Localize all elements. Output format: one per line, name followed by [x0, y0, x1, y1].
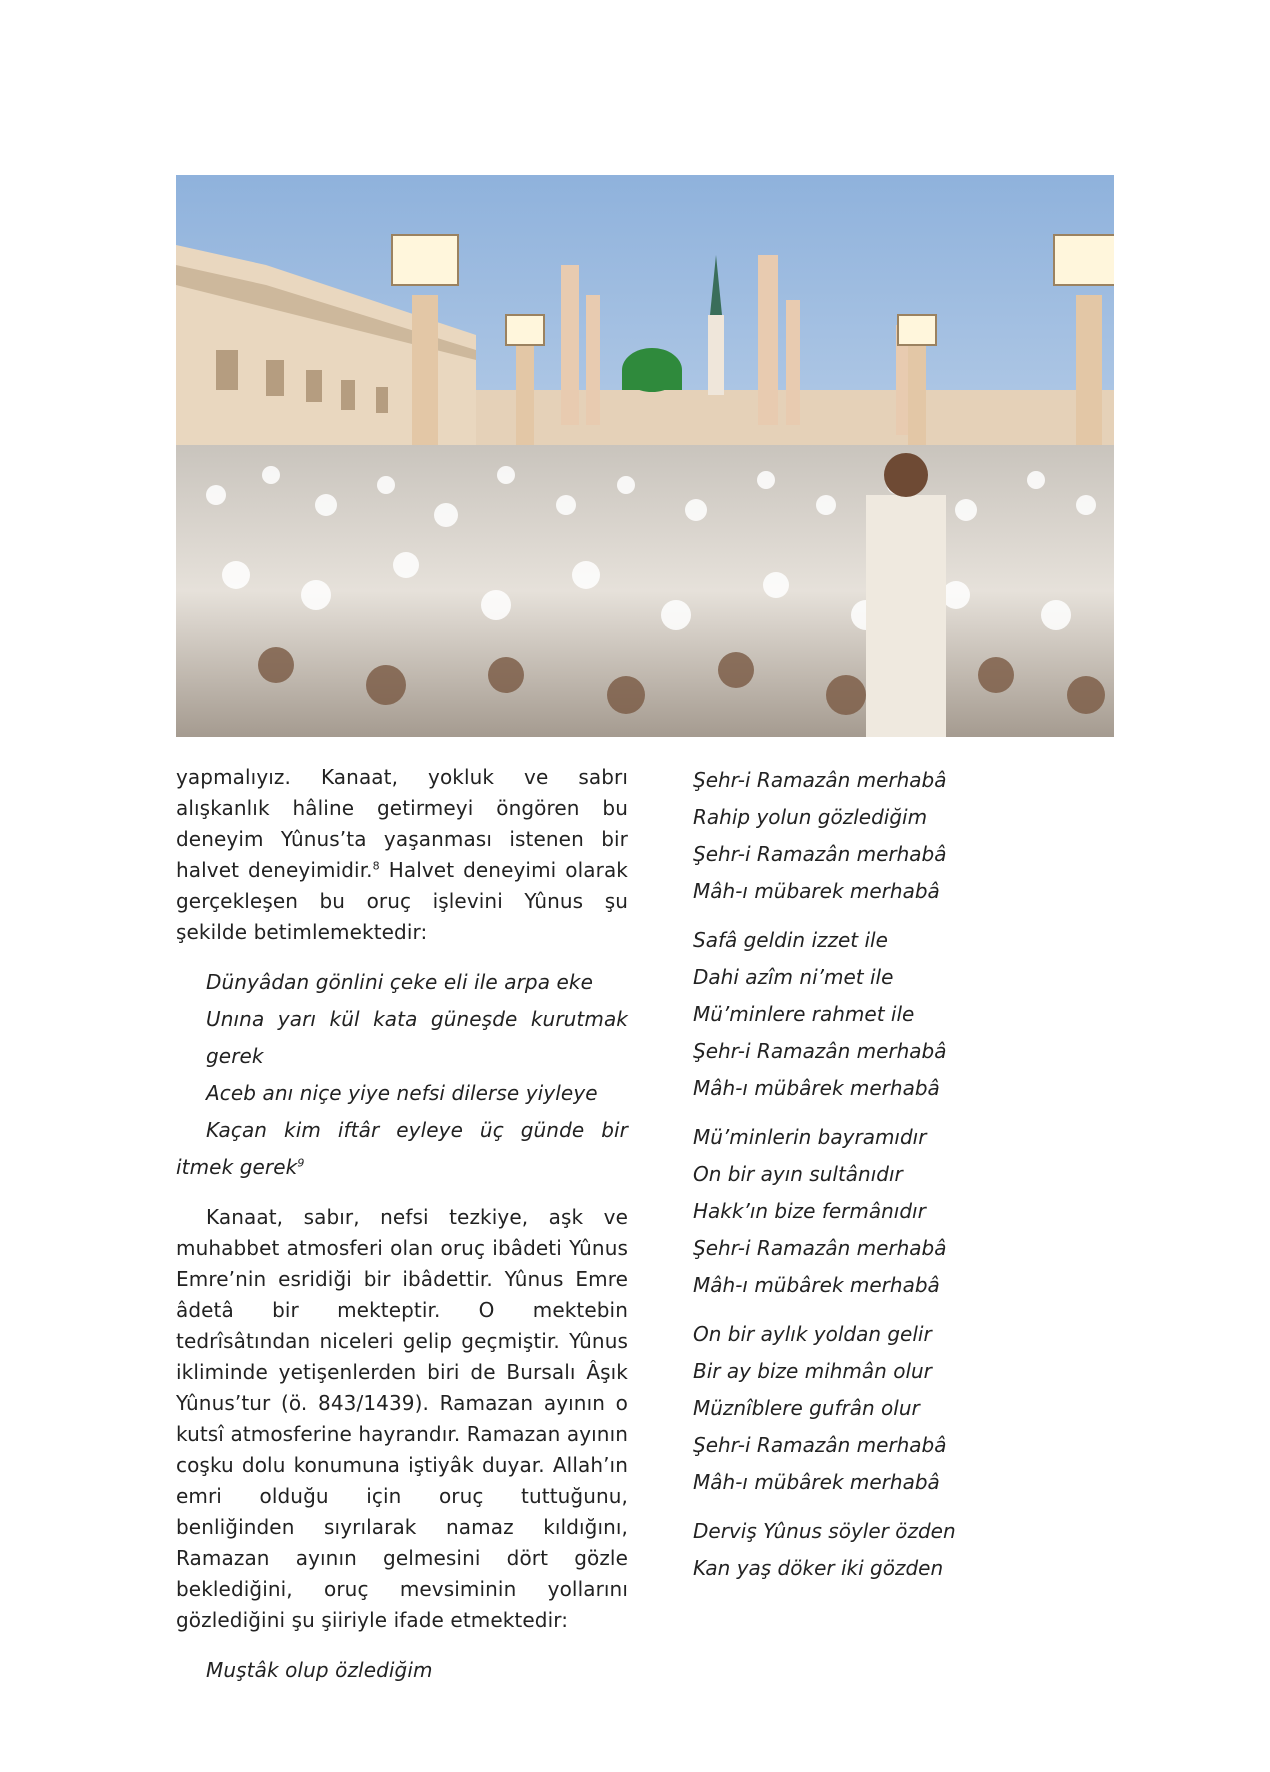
verse-line: Muştâk olup özlediğim	[206, 1658, 433, 1682]
poem-line: Mâh-ı mübârek merhabâ	[693, 1273, 940, 1297]
poem-line: Mâh-ı mübârek merhabâ	[693, 1076, 940, 1100]
stanza-5	[693, 1513, 1113, 1587]
poem-line: Mü’minlere rahmet ile	[693, 1002, 915, 1026]
poem-line: Bir ay bize mihmân olur	[693, 1359, 932, 1383]
poem-line: Şehr-i Ramazân merhabâ	[693, 1039, 947, 1063]
poem-line: Mâh-ı mübârek merhabâ	[693, 1470, 940, 1494]
poem-line: Dahi azîm ni’met ile	[693, 965, 894, 989]
poem-line: Mü’minlerin bayramıdır	[693, 1125, 927, 1149]
verse-block-1	[176, 964, 628, 1186]
poem-line: Şehr-i Ramazân merhabâ	[693, 768, 947, 792]
right-column-poem	[693, 762, 1113, 1599]
poem-line: Şehr-i Ramazân merhabâ	[693, 1236, 947, 1260]
footnote-ref-9: 9	[297, 1156, 305, 1170]
poem-line: Şehr-i Ramazân merhabâ	[693, 842, 947, 866]
stanza-1	[693, 762, 1113, 910]
poem-line: Müznîblere gufrân olur	[693, 1396, 920, 1420]
verse-line: Unına yarı kül kata güneşde kurutmak gerek	[206, 1007, 628, 1068]
verse-line: Kaçan kim iftâr eyleye üç günde bir itmek gerek$^9$	[176, 1118, 628, 1179]
poem-line: Hakk’ın bize fermânıdır	[693, 1199, 926, 1223]
stanza-2	[693, 922, 1113, 1107]
verse-block-2	[176, 1652, 628, 1689]
poem-line: On bir ayın sultânıdır	[693, 1162, 903, 1186]
paragraph-1: yapmalıyız. Kanaat, yokluk ve sabrı alışkanlık hâline getirmeyi öngören bu deneyim Yûnus’ta yaşanması istenen bir halvet deneyimidir.$^8$ Halvet deneyimi olarak gerçekleşen bu oruç işlevini Yûnus şu şekilde betimlemektedir:	[176, 765, 628, 944]
poem-line: On bir aylık yoldan gelir	[693, 1322, 932, 1346]
poem-line: Derviş Yûnus söyler özden	[693, 1519, 956, 1543]
verse-line: Dünyâdan gönlini çeke eli ile arpa eke	[206, 970, 594, 994]
verse-line: Aceb anı niçe yiye nefsi dilerse yiyleye	[206, 1081, 598, 1105]
photo-mosque-iftar-crowd	[176, 175, 1114, 737]
stanza-3	[693, 1119, 1113, 1304]
poem-line: Kan yaş döker iki gözden	[693, 1556, 944, 1580]
poem-line: Rahip yolun gözlediğim	[693, 805, 928, 829]
footnote-ref-8: 8	[372, 859, 380, 873]
left-column	[176, 762, 628, 1705]
stanza-4	[693, 1316, 1113, 1501]
poem-line: Şehr-i Ramazân merhabâ	[693, 1433, 947, 1457]
paragraph-2: Kanaat, sabır, nefsi tezkiye, aşk ve muhabbet atmosferi olan oruç ibâdeti Yûnus Emre’nin esridiği bir ibâdettir. Yûnus Emre âdetâ bir mekteptir. O mektebin tedrîsâtından niceleri gelip geçmiştir. Yûnus ikliminde yetişenlerden biri de Bursalı Âşık Yûnus’tur (ö. 843/1439). Ramazan ayının o kutsî atmosferine hayrandır. Ramazan ayının coşku dolu konumuna iştiyâk duyar. Allah’ın emri olduğu için oruç tuttuğunu, benliğinden sıyrılarak namaz kıldığını, Ramazan ayının gelmesini dört gözle beklediğini, oruç mevsiminin yollarını gözlediğini şu şiiriyle ifade etmektedir:	[176, 1205, 628, 1632]
poem-line: Safâ geldin izzet ile	[693, 928, 888, 952]
poem-line: Mâh-ı mübarek merhabâ	[693, 879, 940, 903]
